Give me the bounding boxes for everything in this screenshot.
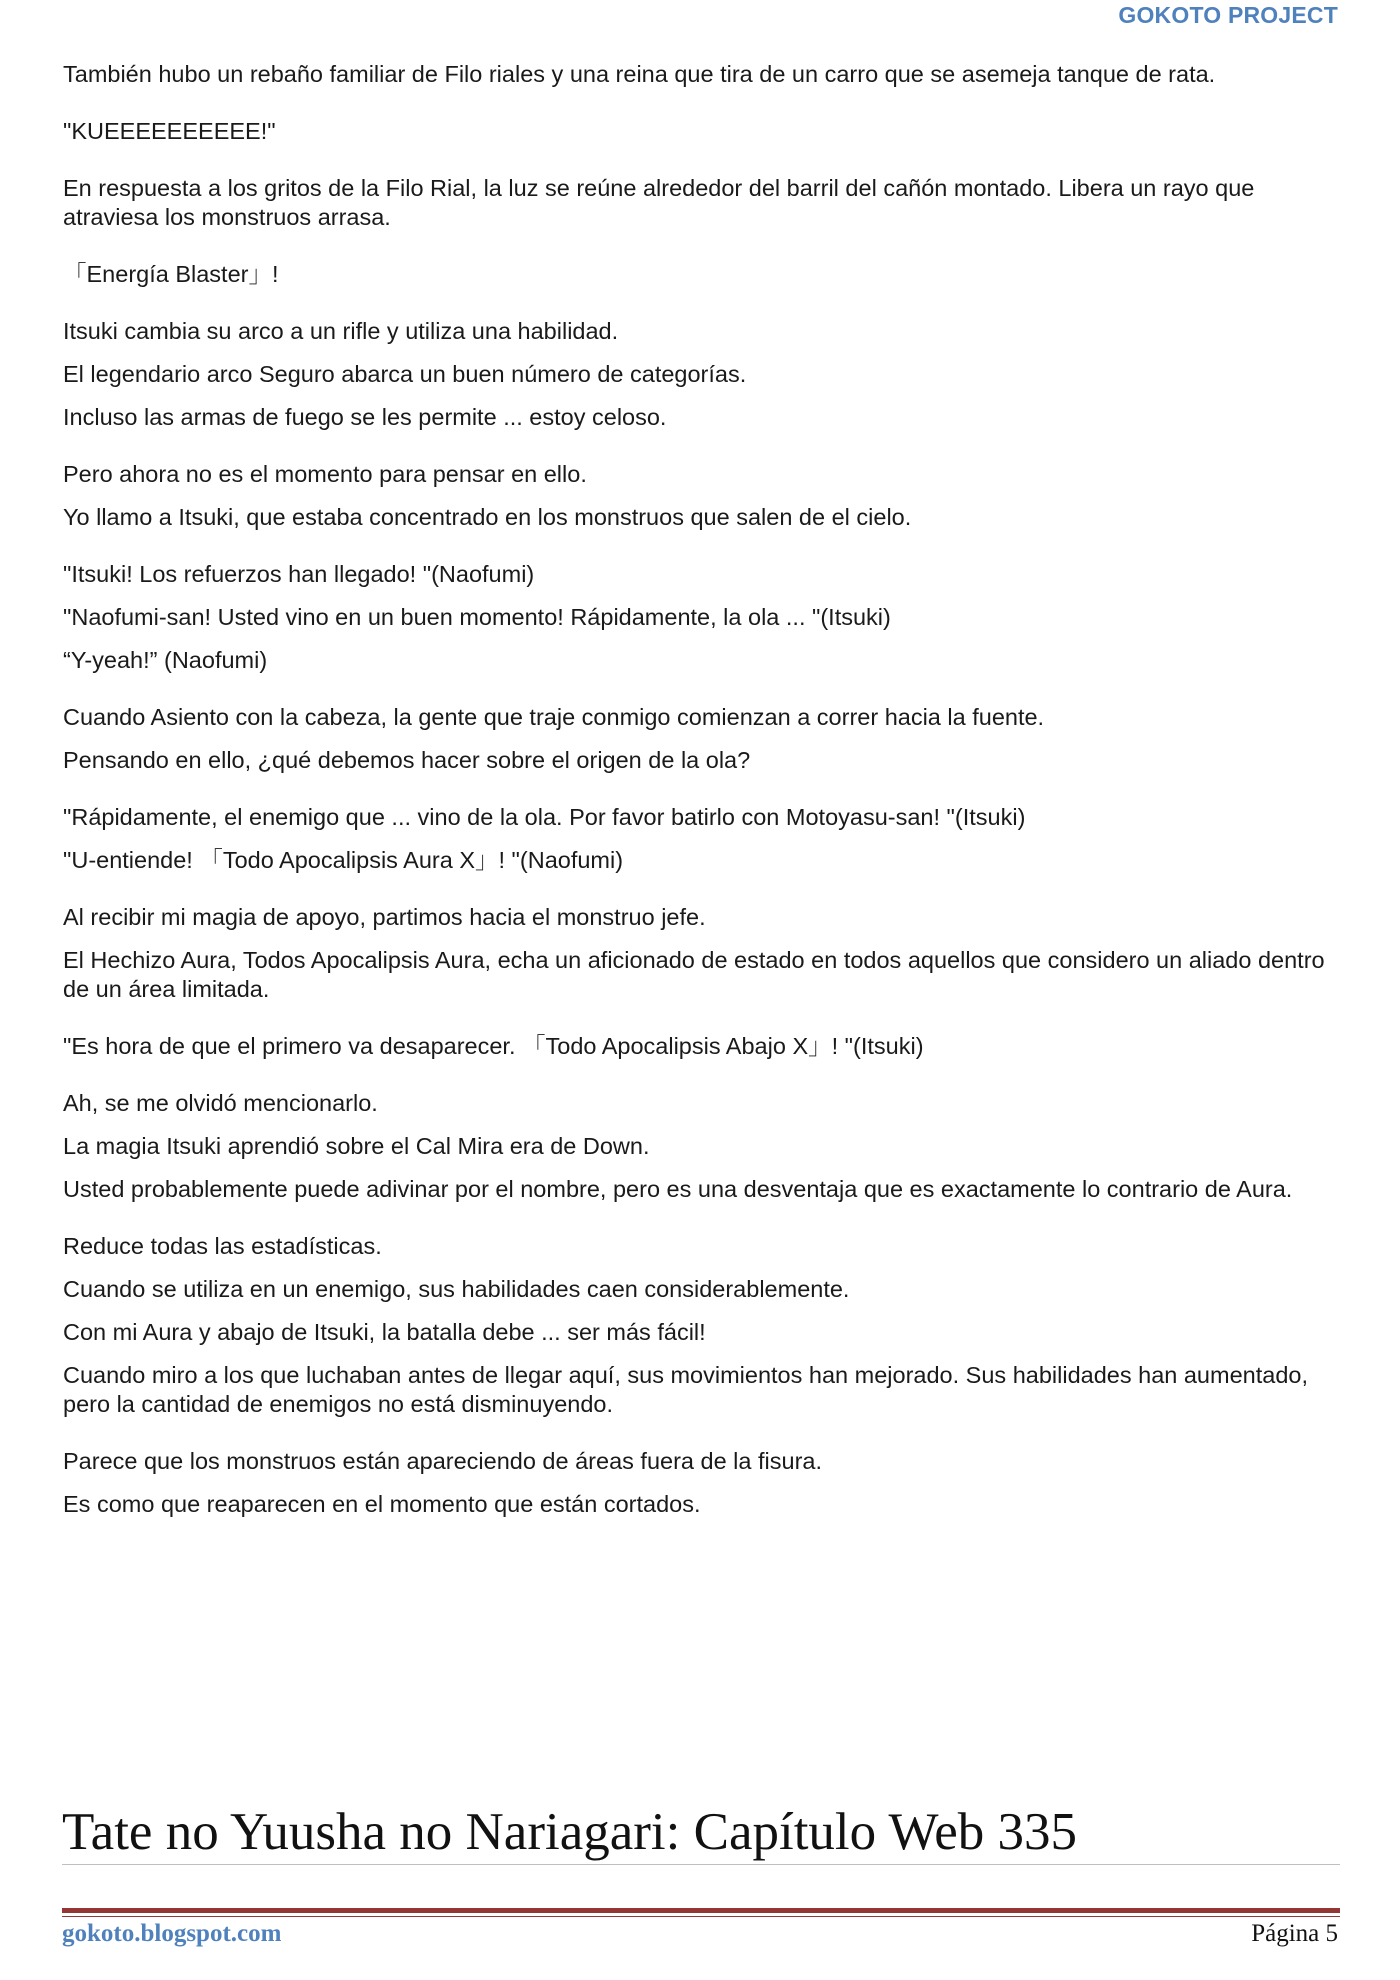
text-line: El Hechizo Aura, Todos Apocalipsis Aura, echa un aficionado de estado en todos aquellos que considero un aliado dentro de un área limitada. — [63, 947, 1325, 1002]
text-line: En respuesta a los gritos de la Filo Rial, la luz se reúne alrededor del barril del cañón montado. Libera un rayo que atraviesa los monstruos arrasa. — [63, 175, 1255, 230]
paragraph — [63, 703, 1343, 775]
text-line: “Y-yeah!” (Naofumi) — [63, 647, 268, 673]
text-line: "Naofumi-san! Usted vino en un buen momento! Rápidamente, la ola ... "(Itsuki) — [63, 604, 891, 630]
paragraph — [63, 1089, 1343, 1204]
text-line: Reduce todas las estadísticas. — [63, 1233, 382, 1259]
paragraph — [63, 117, 1343, 146]
paragraph — [63, 1032, 1343, 1061]
text-line: Cuando Asiento con la cabeza, la gente que traje conmigo comienzan a correr hacia la fuente. — [63, 704, 1045, 730]
chapter-title: Tate no Yuusha no Nariagari: Capítulo Web 335 — [62, 1803, 1077, 1861]
text-line: Pero ahora no es el momento para pensar en ello. — [63, 461, 587, 487]
paragraph — [63, 60, 1343, 89]
text-line: 「Energía Blaster」! — [63, 261, 279, 287]
text-line: "U-entiende! 「Todo Apocalipsis Aura X」! "(Naofumi) — [63, 847, 624, 873]
text-line: Parece que los monstruos están apareciendo de áreas fuera de la fisura. — [63, 1448, 822, 1474]
footer-divider-thin — [62, 1916, 1340, 1917]
paragraph — [63, 1447, 1343, 1519]
paragraph — [63, 260, 1343, 289]
text-line: Itsuki cambia su arco a un rifle y utiliza una habilidad. — [63, 318, 619, 344]
paragraph — [63, 560, 1343, 675]
text-line: Cuando miro a los que luchaban antes de llegar aquí, sus movimientos han mejorado. Sus habilidades han aumentado, pero la cantidad de enemigos no está disminuyendo. — [63, 1362, 1308, 1417]
document-body — [63, 60, 1343, 1547]
footer-site-link[interactable]: gokoto.blogspot.com — [62, 1920, 282, 1947]
text-line: Con mi Aura y abajo de Itsuki, la batalla debe ... ser más fácil! — [63, 1319, 706, 1345]
footer-page-number: Página 5 — [1251, 1920, 1338, 1947]
paragraph — [63, 903, 1343, 1004]
paragraph — [63, 460, 1343, 532]
footer-divider-thick — [62, 1908, 1340, 1913]
title-divider — [62, 1864, 1340, 1865]
text-line: Es como que reaparecen en el momento que están cortados. — [63, 1491, 701, 1517]
text-line: "Es hora de que el primero va desaparecer. 「Todo Apocalipsis Abajo X」! "(Itsuki) — [63, 1033, 924, 1059]
text-line: La magia Itsuki aprendió sobre el Cal Mira era de Down. — [63, 1133, 650, 1159]
text-line: Ah, se me olvidó mencionarlo. — [63, 1090, 378, 1116]
text-line: Yo llamo a Itsuki, que estaba concentrado en los monstruos que salen de el cielo. — [63, 504, 912, 530]
text-line: "KUEEEEEEEEEE!" — [63, 118, 276, 144]
text-line: Usted probablemente puede adivinar por el nombre, pero es una desventaja que es exactamente lo contrario de Aura. — [63, 1176, 1293, 1202]
text-line: Cuando se utiliza en un enemigo, sus habilidades caen considerablemente. — [63, 1276, 850, 1302]
paragraph — [63, 1232, 1343, 1419]
text-line: El legendario arco Seguro abarca un buen número de categorías. — [63, 361, 747, 387]
paragraph — [63, 174, 1343, 232]
text-line: Pensando en ello, ¿qué debemos hacer sobre el origen de la ola? — [63, 747, 751, 773]
header-brand: GOKOTO PROJECT — [1118, 2, 1338, 28]
paragraph — [63, 803, 1343, 875]
text-line: También hubo un rebaño familiar de Filo riales y una reina que tira de un carro que se asemeja tanque de rata. — [63, 61, 1216, 87]
text-line: "Itsuki! Los refuerzos han llegado! "(Naofumi) — [63, 561, 535, 587]
text-line: Incluso las armas de fuego se les permite ... estoy celoso. — [63, 404, 667, 430]
text-line: "Rápidamente, el enemigo que ... vino de la ola. Por favor batirlo con Motoyasu-san! "(Itsuki) — [63, 804, 1026, 830]
text-line: Al recibir mi magia de apoyo, partimos hacia el monstruo jefe. — [63, 904, 706, 930]
paragraph — [63, 317, 1343, 432]
